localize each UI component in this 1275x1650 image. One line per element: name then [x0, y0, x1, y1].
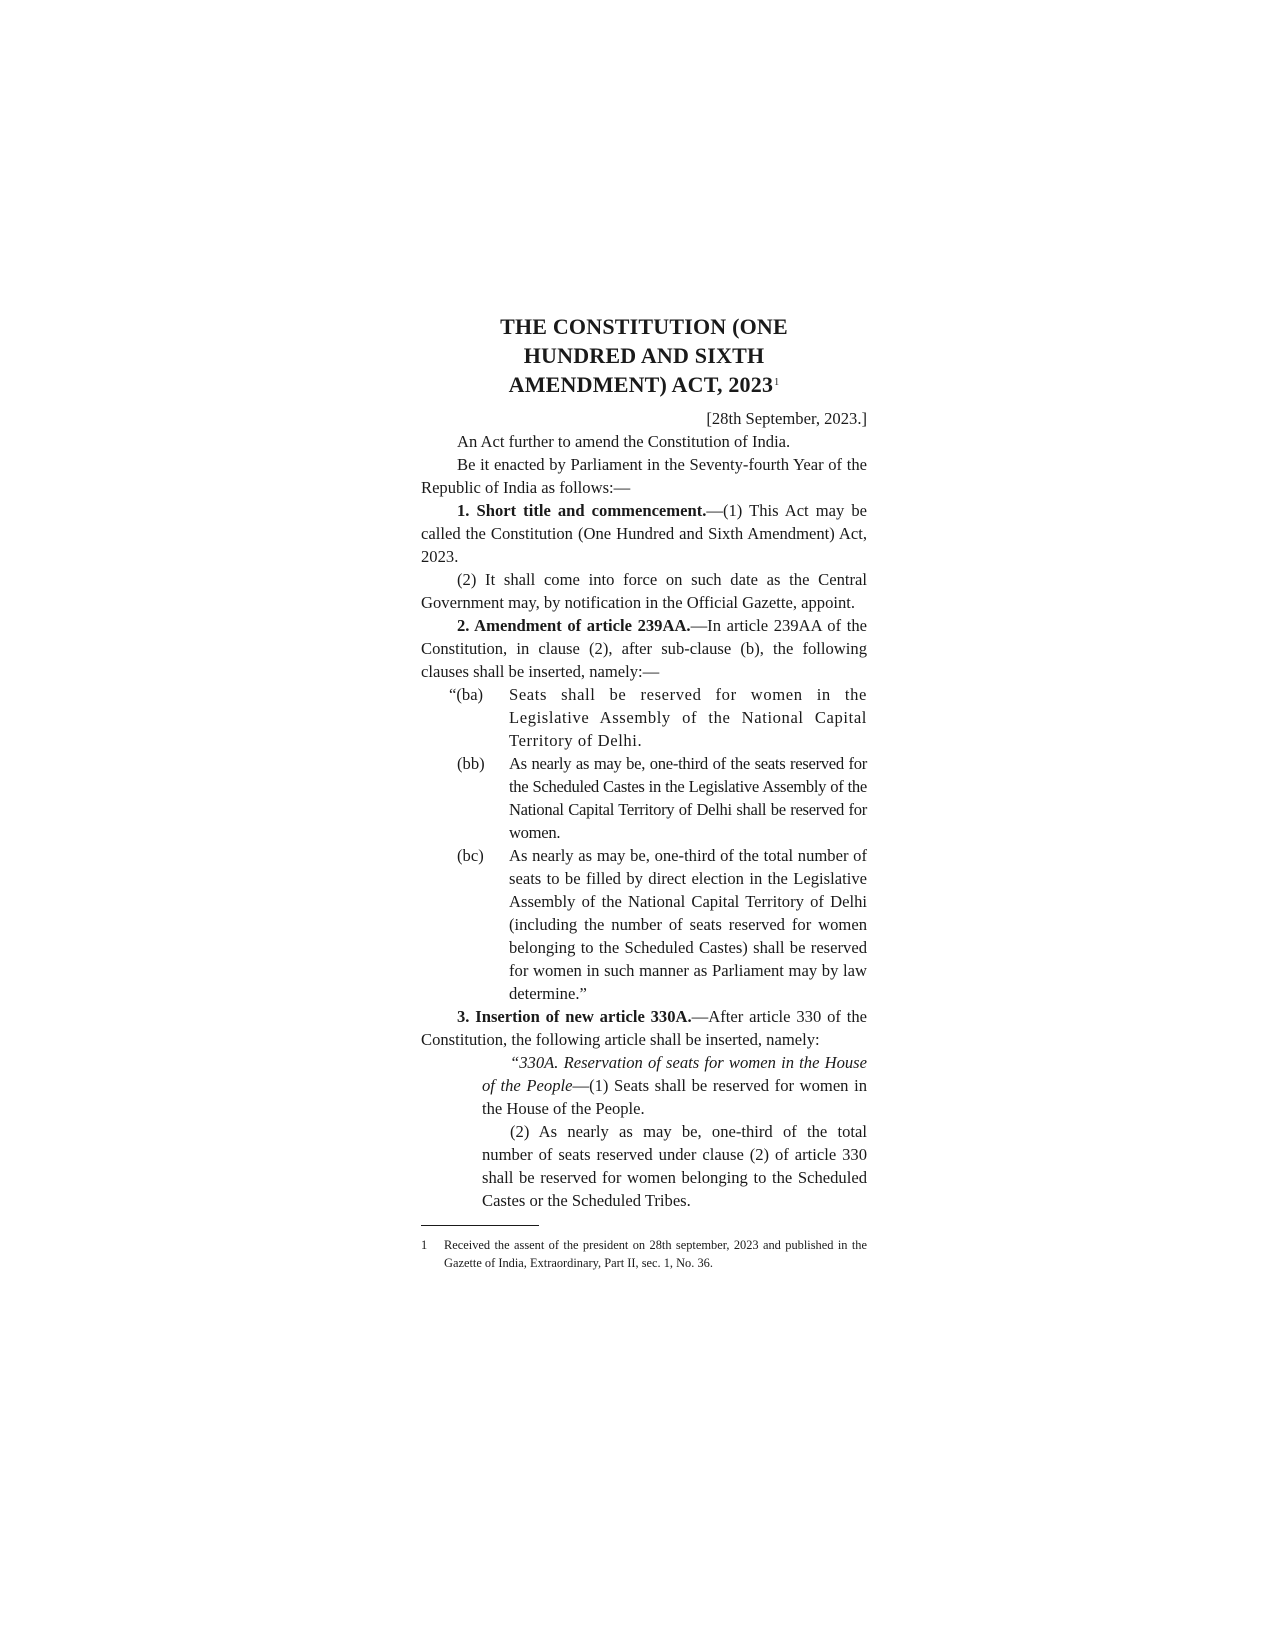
enacting-formula: Be it enacted by Parliament in the Seventy-fourth Year of the Republic of India as follows:— — [421, 455, 867, 497]
section-3 — [421, 1005, 867, 1051]
clause-text: As nearly as may be, one-third of the total number of seats to be filled by direct election in the Legislative Assembly of the National Capital Territory of Delhi (including the number of seats reserved for women belonging to the Scheduled Castes) shall be reserved for women in such manner as Parliament may by law determine.” — [509, 846, 867, 1003]
clause-text: Seats shall be reserved for women in the Legislative Assembly of the National Capital Territory of Delhi. — [509, 685, 867, 750]
clause-label: “(ba) — [449, 685, 484, 704]
document-body — [421, 312, 867, 1272]
footnote — [421, 1236, 867, 1272]
article-330a-heading: “330A. Reservation of seats for women in the House of the People — [482, 1053, 867, 1095]
clause-bb — [421, 752, 867, 844]
section-1-sub-2: (2) It shall come into force on such date as the Central Government may, by notification in the Official Gazette, appoint. — [421, 570, 867, 612]
clause-label: (bc) — [457, 846, 484, 865]
section-3-heading: 3. Insertion of new article 330A. — [457, 1007, 692, 1026]
enactment-date: [28th September, 2023.] — [706, 409, 867, 428]
act-title — [421, 312, 867, 399]
article-330a-text-1: —(1) Seats shall be reserved for women in the House of the People. — [482, 1076, 867, 1118]
section-2-heading: 2. Amendment of article 239AA. — [457, 616, 691, 635]
title-line-2: HUNDRED AND SIXTH — [523, 343, 765, 368]
title-footnote-ref: 1 — [774, 377, 780, 388]
footnote-text: Received the assent of the president on 28th september, 2023 and published in the Gazette of India, Extraordinary, Part II, sec. 1, No. 36. — [444, 1238, 867, 1270]
section-3-text: —After article 330 of the Constitution, the following article shall be inserted, namely: — [421, 1007, 867, 1049]
article-330a — [482, 1051, 867, 1212]
title-line-1: THE CONSTITUTION (ONE — [500, 314, 788, 339]
clause-ba — [421, 683, 867, 752]
section-1-text: —(1) This Act may be called the Constitution (One Hundred and Sixth Amendment) Act, 2023. — [421, 501, 867, 566]
section-1 — [421, 499, 867, 568]
clause-text: As nearly as may be, one-third of the seats reserved for the Scheduled Castes in the Legislative Assembly of the National Capital Territory of Delhi shall be reserved for women. — [509, 754, 867, 842]
title-line-3: AMENDMENT) ACT, 2023 — [508, 372, 774, 397]
clause-bc — [421, 844, 867, 1005]
article-330a-clause-2: (2) As nearly as may be, one-third of the total number of seats reserved under clause (2) of article 330 shall be reserved for women belonging to the Scheduled Castes or the Scheduled Tribes. — [482, 1122, 867, 1210]
clause-label: (bb) — [457, 754, 485, 773]
title-line-3-wrap — [421, 370, 867, 399]
article-330a-clause-1 — [482, 1051, 867, 1120]
footnote-divider — [421, 1225, 539, 1226]
section-2 — [421, 614, 867, 683]
long-title: An Act further to amend the Constitution of India. — [457, 432, 791, 451]
section-1-heading: 1. Short title and commencement. — [457, 501, 707, 520]
footnote-number: 1 — [421, 1238, 428, 1252]
section-2-text: —In article 239AA of the Constitution, in clause (2), after sub-clause (b), the following clauses shall be inserted, namely:— — [421, 616, 867, 681]
